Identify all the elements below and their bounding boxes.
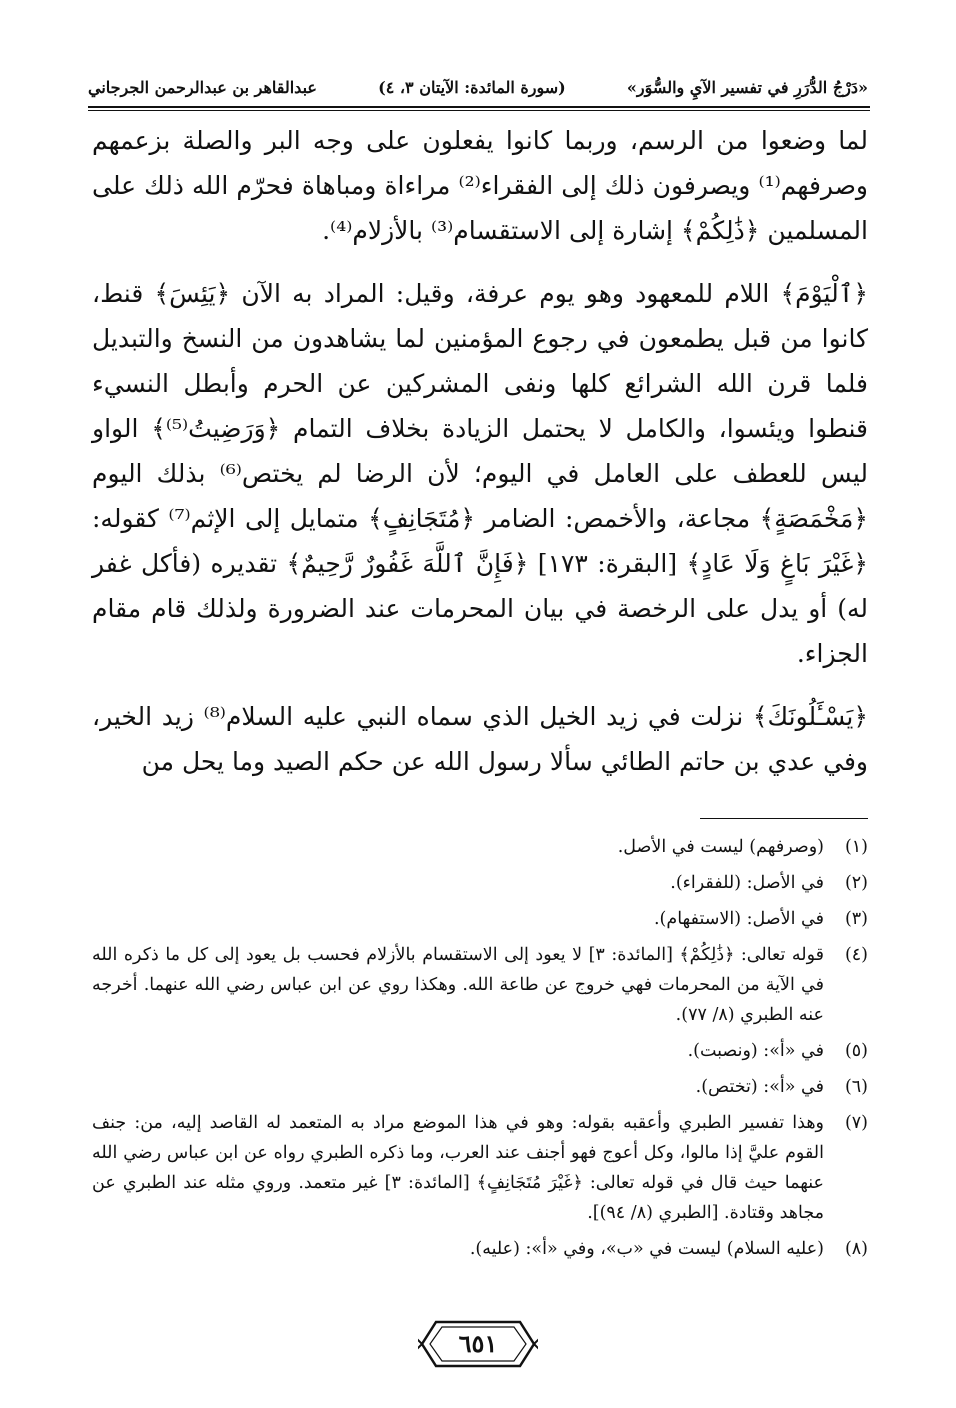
footnote-text: في الأصل: (الاستفهام). bbox=[653, 909, 824, 929]
footnote-number: (٨) bbox=[844, 1239, 868, 1259]
footnote-item bbox=[92, 1036, 868, 1066]
footnote-number: (٢) bbox=[844, 873, 868, 893]
footnote-number: (٧) bbox=[844, 1113, 868, 1133]
footnote-item bbox=[92, 868, 868, 898]
paragraph-2: ﴿ٱلْيَوْمَ﴾ اللام للمعهود وهو يوم عرفة، وقيل: المراد به الآن ﴿يَئِسَ﴾ قنط، كانوا من قبل يطمعون في رجوع المؤمنين لما يشاهدون من النسخ والتبديل فلما قرن الله الشرائع كلها ونفى المشركين عن الحرم وأبطل النسيء قنطوا ويئسوا، والكامل لا يحتمل الزيادة بخلاف التمام ﴿وَرَضِيتُ⁽⁵⁾﴾ الواو ليس للعطف على العامل في اليوم؛ لأن الرضا لم يختص⁽⁶⁾ بذلك اليوم ﴿مَخْمَصَةٍ﴾ مجاعة، والأخمص: الضامر ﴿مُتَجَانِفٍ﴾ متمايل إلى الإثم⁽⁷⁾ كقوله: ﴿غَيْرَ بَاغٍ وَلَا عَادٍ﴾ [البقرة: ١٧٣] ﴿فَإِنَّ ٱللَّهَ غَفُورٌ رَّحِيمٌ﴾ تقديره (فأكل غفر له) أو يدل على الرخصة في بيان المحرمات عند الضرورة ولذلك قام مقام الجزاء. bbox=[92, 279, 868, 668]
footnote-item bbox=[92, 904, 868, 934]
footnote-text: في «أ»: (تختص). bbox=[695, 1077, 824, 1097]
footnote-separator bbox=[700, 818, 868, 819]
footnote-number: (٣) bbox=[844, 909, 868, 929]
header-author: عبدالقاهر بن عبدالرحمن الجرجاني bbox=[88, 77, 317, 97]
paragraph-3: ﴿يَسْـَٔلُونَكَ﴾ نزلت في زيد الخيل الذي سماه النبي عليه السلام⁽⁸⁾ زيد الخير، وفي عدي بن حاتم الطائي سألا رسول الله عن حكم الصيد وما يحل من bbox=[92, 702, 869, 776]
paragraph-1: لما وضعوا من الرسم، وربما كانوا يفعلون على وجه البر والصلة بزعمهم وصرفهم⁽¹⁾ ويصرفون ذلك إلى الفقراء⁽²⁾ مراءاة ومباهاة فحرّم الله ذلك على المسلمين ﴿ذَٰلِكُمْ﴾ إشارة إلى الاستقسام⁽³⁾ بالأزلام⁽⁴⁾. bbox=[92, 126, 869, 245]
footnote-number: (٤) bbox=[844, 945, 868, 965]
page-number: ٦٥١ bbox=[458, 1329, 498, 1358]
header-rule bbox=[88, 106, 870, 111]
footnote-text: (وصرفهم) ليست في الأصل. bbox=[617, 837, 824, 857]
page-number-ornament bbox=[418, 1318, 538, 1370]
footnote-text: قوله تعالى: ﴿ذَٰلِكُمْ﴾ [المائدة: ٣] لا يعود إلى الاستقسام بالأزلام فحسب بل يعود إلى كل ما ذكره الله في الآية من المحرمات فهي خروج عن طاعة الله. وهكذا روي عن ابن عباس رضي الله عنهما. أخرجه عنه الطبري (٨/ ٧٧). bbox=[92, 945, 824, 1025]
footnote-number: (١) bbox=[844, 837, 868, 857]
footnotes bbox=[92, 832, 868, 1270]
main-text bbox=[92, 118, 868, 784]
footnote-item bbox=[92, 1072, 868, 1102]
footnote-text: وهذا تفسير الطبري وأعقبه بقوله: وهو في هذا الموضع مراد به المتعمد له القاصد إليه، من: جنف القوم عليَّ إذا مالوا، وكل أعوج فهو أجنف عند العرب، وما ذكره الطبري رواه عن ابن عباس رضي الله عنهما حيث قال في قوله تعالى: ﴿غَيْرَ مُتَجَانِفٍ﴾ [المائدة: ٣] غير متعمد. وروي مثله عند الطبري عن مجاهد وقتادة. [الطبري (٨/ ٩٤)]. bbox=[92, 1113, 824, 1223]
running-header bbox=[88, 70, 868, 104]
footnote-number: (٥) bbox=[844, 1041, 868, 1061]
footnote-item bbox=[92, 1108, 868, 1228]
header-book-title: «دَرْجُ الدُّرَرِ في تفسير الآيِ والسُّوَر» bbox=[626, 77, 868, 97]
footnote-item bbox=[92, 832, 868, 862]
footnote-text: (عليه السلام) ليست في «ب»، وفي «أ»: (عليه). bbox=[469, 1239, 824, 1259]
footnote-text: في الأصل: (للفقراء). bbox=[670, 873, 824, 893]
footnote-item bbox=[92, 1234, 868, 1264]
header-section: (سورة المائدة: الآيتان ٣، ٤) bbox=[378, 77, 566, 97]
footnote-number: (٦) bbox=[844, 1077, 868, 1097]
footnote-item bbox=[92, 940, 868, 1030]
footnote-text: في «أ»: (ونصبت). bbox=[687, 1041, 824, 1061]
